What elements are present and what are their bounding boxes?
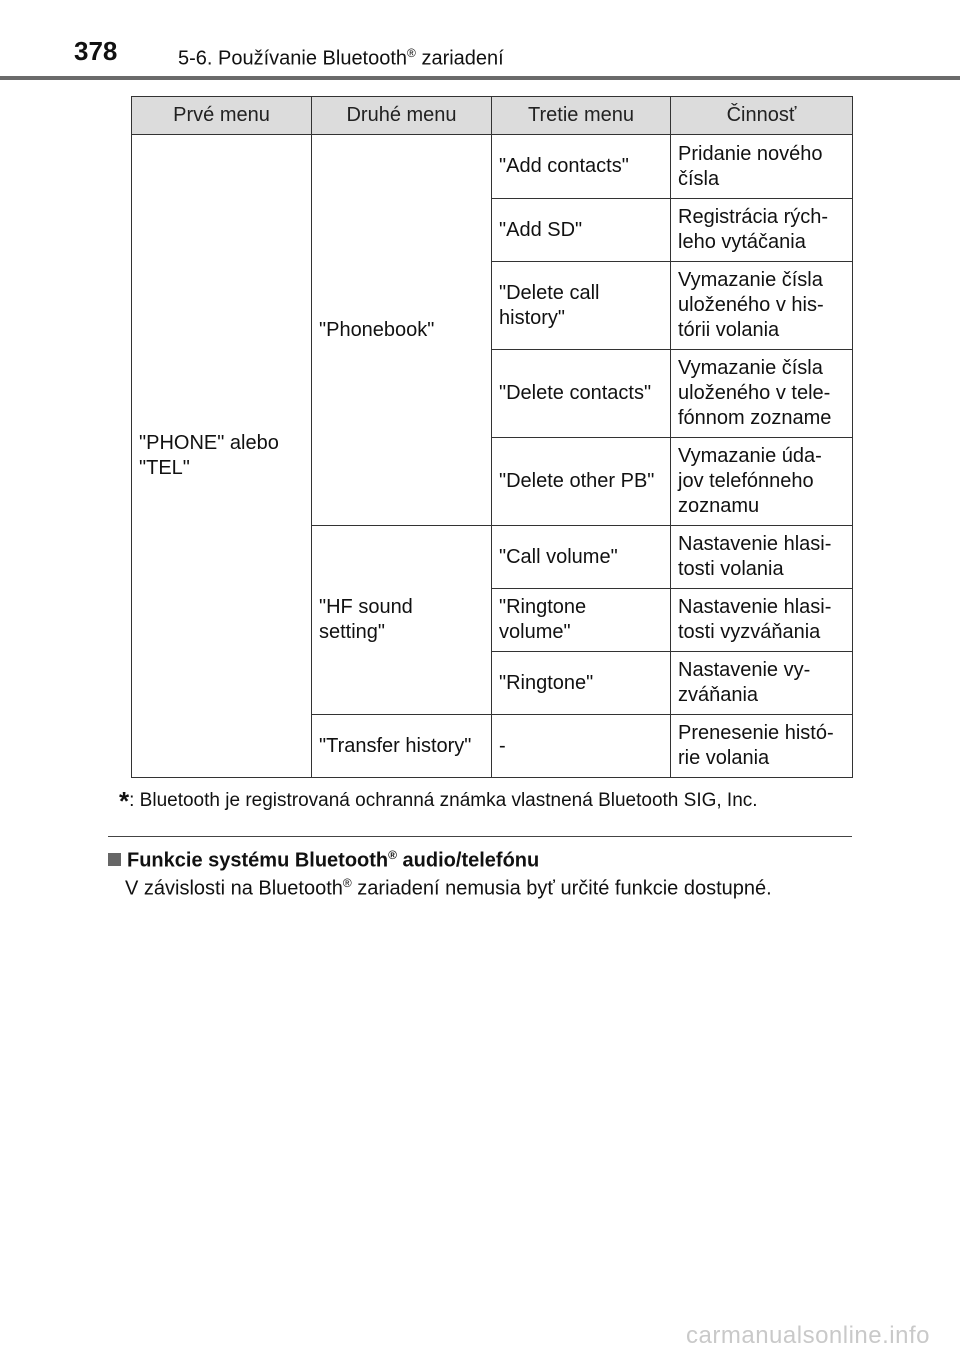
- second-menu-cell: "HF sound setting": [312, 526, 492, 715]
- section-title: Funkcie systému Bluetooth® audio/telefónu: [108, 848, 539, 873]
- third-menu-cell: "Add SD": [492, 199, 671, 262]
- page-number: 378: [74, 36, 118, 66]
- third-menu-cell: "Add contacts": [492, 135, 671, 199]
- watermark: carmanualsonline.info: [686, 1322, 930, 1349]
- header-divider: [0, 76, 960, 80]
- third-menu-cell: -: [492, 715, 671, 778]
- action-cell: Nastavenie vy-zváňania: [671, 652, 853, 715]
- menu-table: [131, 96, 853, 778]
- first-menu-cell: "PHONE" alebo "TEL": [132, 135, 312, 778]
- action-cell: Vymazanie úda-jov telefónneho zoznamu: [671, 438, 853, 526]
- action-cell: Nastavenie hlasi-tosti volania: [671, 526, 853, 589]
- square-bullet-icon: [108, 853, 121, 866]
- column-header: Druhé menu: [312, 97, 492, 135]
- table-row: [132, 135, 853, 199]
- column-header: Prvé menu: [132, 97, 312, 135]
- table-header-row: [132, 97, 853, 135]
- chapter-title: 5-6. Používanie Bluetooth® zariadení: [178, 46, 504, 70]
- action-cell: Prenesenie histó-rie volania: [671, 715, 853, 778]
- section-divider: [108, 836, 852, 837]
- footnote: [119, 786, 758, 817]
- second-menu-cell: "Phonebook": [312, 135, 492, 526]
- third-menu-cell: "Delete call history": [492, 262, 671, 350]
- column-header: Činnosť: [671, 97, 853, 135]
- action-cell: Pridanie nového čísla: [671, 135, 853, 199]
- action-cell: Vymazanie čísla uloženého v tele-fónnom zozname: [671, 350, 853, 438]
- third-menu-cell: "Ringtone": [492, 652, 671, 715]
- action-cell: Vymazanie čísla uloženého v his-tórii volania: [671, 262, 853, 350]
- section-body: V závislosti na Bluetooth® zariadení nemusia byť určité funkcie dostupné.: [125, 876, 772, 900]
- third-menu-cell: "Ringtone volume": [492, 589, 671, 652]
- action-cell: Registrácia rých-leho vytáčania: [671, 199, 853, 262]
- column-header: Tretie menu: [492, 97, 671, 135]
- second-menu-cell: "Transfer history": [312, 715, 492, 778]
- page-header: [0, 0, 960, 80]
- third-menu-cell: "Call volume": [492, 526, 671, 589]
- third-menu-cell: "Delete contacts": [492, 350, 671, 438]
- footnote-marker: *: [119, 786, 130, 816]
- third-menu-cell: "Delete other PB": [492, 438, 671, 526]
- action-cell: Nastavenie hlasi-tosti vyzváňania: [671, 589, 853, 652]
- footnote-text: : Bluetooth je registrovaná ochranná známka vlastnená Bluetooth SIG, Inc.: [129, 790, 758, 811]
